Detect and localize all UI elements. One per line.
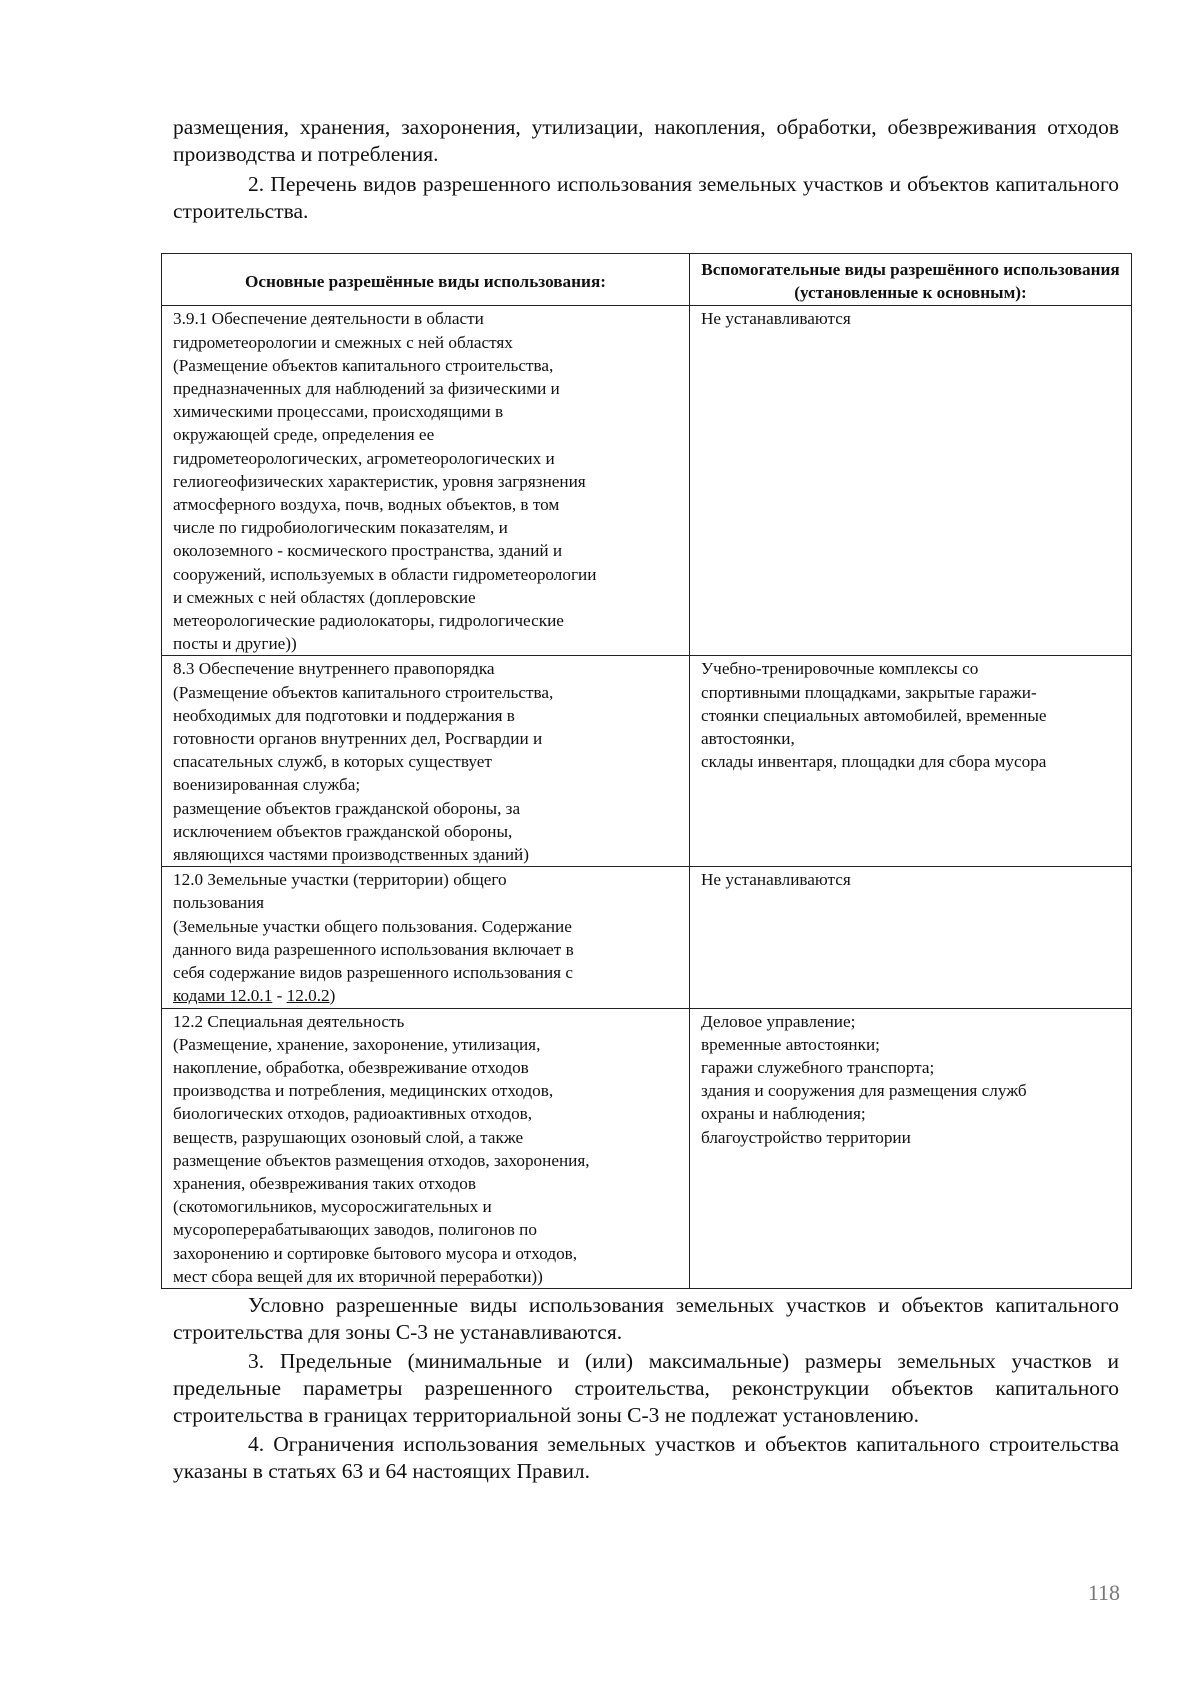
cell-line: здания и сооружения для размещения служб xyxy=(701,1081,1027,1101)
table-header-row xyxy=(162,254,1132,306)
cell-line: мусороперерабатывающих заводов, полигонов по xyxy=(173,1220,537,1240)
cell-line: 8.3 Обеспечение внутреннего правопорядка xyxy=(173,659,495,679)
cell-line: благоустройство территории xyxy=(701,1127,911,1147)
cell-line: военизированная служба; xyxy=(173,775,361,795)
cell-line: автостоянки, xyxy=(701,729,795,749)
auxiliary-use-cell xyxy=(690,306,1132,656)
cell-line: числе по гидробиологическим показателям, и xyxy=(173,518,508,538)
cell-line: атмосферного воздуха, почв, водных объектов, в том xyxy=(173,495,560,515)
paragraph-intro-continuation: размещения, хранения, захоронения, утилизации, накопления, обработки, обезвреживания отходов производства и потребления. xyxy=(173,115,1119,166)
code-link-12-0-1[interactable]: кодами 12.0.1 xyxy=(173,986,273,1006)
cell-line: (Размещение объектов капитального строительства, xyxy=(173,355,554,375)
auxiliary-use-cell xyxy=(690,1008,1132,1288)
cell-line: сооружений, используемых в области гидрометеорологии xyxy=(173,564,597,584)
auxiliary-use-cell xyxy=(690,867,1132,1008)
paragraph-conditional-uses: Условно разрешенные виды использования земельных участков и объектов капитального строительства для зоны С-3 не устанавливаются. xyxy=(173,1293,1119,1344)
code-link-12-0-2[interactable]: 12.0.2 xyxy=(286,986,330,1006)
cell-line: Учебно-тренировочные комплексы со xyxy=(701,659,979,679)
page-number: 118 xyxy=(1087,1580,1120,1605)
cell-line-codes xyxy=(173,984,681,1007)
cell-line: спасательных служб, в которых существует xyxy=(173,752,492,772)
cell-line: являющихся частями производственных зданий) xyxy=(173,845,529,865)
cell-line: склады инвентаря, площадки для сбора мусора xyxy=(701,752,1047,772)
cell-line: околоземного - космического пространства, зданий и xyxy=(173,541,563,561)
paragraph-item-2: 2. Перечень видов разрешенного использования земельных участков и объектов капитального строительства. xyxy=(173,172,1119,223)
cell-line: данного вида разрешенного использования включает в xyxy=(173,939,574,959)
cell-line: стоянки специальных автомобилей, временные xyxy=(701,705,1047,725)
cell-line: мест сбора вещей для их вторичной переработки)) xyxy=(173,1266,543,1286)
cell-line: Деловое управление; xyxy=(701,1011,856,1031)
auxiliary-use-cell xyxy=(690,656,1132,867)
cell-line: хранения, обезвреживания таких отходов xyxy=(173,1173,476,1193)
cell-line: гаражи служебного транспорта; xyxy=(701,1057,935,1077)
cell-line: (Земельные участки общего пользования. Содержание xyxy=(173,916,572,936)
cell-line: захоронению и сортировке бытового мусора и отходов, xyxy=(173,1243,578,1263)
header-auxiliary-uses: Вспомогательные виды разрешённого использования (установленные к основным): xyxy=(690,254,1132,306)
cell-line: 3.9.1 Обеспечение деятельности в области xyxy=(173,309,484,329)
cell-line: гидрометеорологических, агрометеорологических и xyxy=(173,448,555,468)
cell-line: и смежных с ней областях (доплеровские xyxy=(173,587,476,607)
paragraph-item-4: 4. Ограничения использования земельных участков и объектов капитального строительства указаны в статьях 63 и 64 настоящих Правил. xyxy=(173,1432,1119,1483)
table-row xyxy=(162,1008,1132,1288)
cell-line: себя содержание видов разрешенного использования с xyxy=(173,963,574,983)
permitted-use-table xyxy=(161,253,1132,1289)
cell-line: размещение объектов размещения отходов, захоронения, xyxy=(173,1150,590,1170)
cell-line: метеорологические радиолокаторы, гидрологические xyxy=(173,611,564,631)
cell-line: посты и другие)) xyxy=(173,634,297,654)
cell-line: 12.0 Земельные участки (территории) общего xyxy=(173,870,507,890)
cell-line: (Размещение объектов капитального строительства, xyxy=(173,682,554,702)
main-use-cell xyxy=(162,656,690,867)
cell-line: временные автостоянки; xyxy=(701,1034,880,1054)
cell-line: охраны и наблюдения; xyxy=(701,1104,866,1124)
cell-line: исключением объектов гражданской обороны, xyxy=(173,821,513,841)
table-row xyxy=(162,867,1132,1008)
cell-line: спортивными площадками, закрытые гаражи- xyxy=(701,682,1037,702)
cell-line: гидрометеорологии и смежных с ней областях xyxy=(173,332,513,352)
cell-line: веществ, разрушающих озоновый слой, а также xyxy=(173,1127,524,1147)
header-main-uses: Основные разрешённые виды использования: xyxy=(162,254,690,306)
cell-line: пользования xyxy=(173,893,265,913)
cell-line: предназначенных для наблюдений за физическими и xyxy=(173,379,560,399)
cell-line: Не устанавливаются xyxy=(701,870,851,890)
table-row xyxy=(162,306,1132,656)
main-use-cell xyxy=(162,1008,690,1288)
paragraph-item-3: 3. Предельные (минимальные и (или) максимальные) размеры земельных участков и предельные параметры разрешенного строительства, реконструкции объектов капитального строительства в границах территориальной зоны С-3 не подлежат установлению. xyxy=(173,1349,1119,1427)
cell-line: производства и потребления, медицинских отходов, xyxy=(173,1081,554,1101)
cell-line: 12.2 Специальная деятельность xyxy=(173,1011,405,1031)
cell-line: накопление, обработка, обезвреживание отходов xyxy=(173,1057,529,1077)
code-close-paren: ) xyxy=(329,986,336,1006)
cell-line: размещение объектов гражданской обороны, за xyxy=(173,798,521,818)
cell-line: Не устанавливаются xyxy=(701,309,851,329)
cell-line: биологических отходов, радиоактивных отходов, xyxy=(173,1104,533,1124)
cell-line: окружающей среде, определения ее xyxy=(173,425,435,445)
cell-line: (Размещение, хранение, захоронение, утилизация, xyxy=(173,1034,541,1054)
cell-line: готовности органов внутренних дел, Росгвардии и xyxy=(173,729,543,749)
cell-line: химическими процессами, происходящими в xyxy=(173,402,504,422)
cell-line: (скотомогильников, мусоросжигательных и xyxy=(173,1197,492,1217)
code-separator: - xyxy=(272,986,287,1006)
main-use-cell xyxy=(162,306,690,656)
main-use-cell xyxy=(162,867,690,1008)
cell-line: гелиогеофизических характеристик, уровня загрязнения xyxy=(173,471,586,491)
table-row xyxy=(162,656,1132,867)
cell-line: необходимых для подготовки и поддержания в xyxy=(173,705,515,725)
